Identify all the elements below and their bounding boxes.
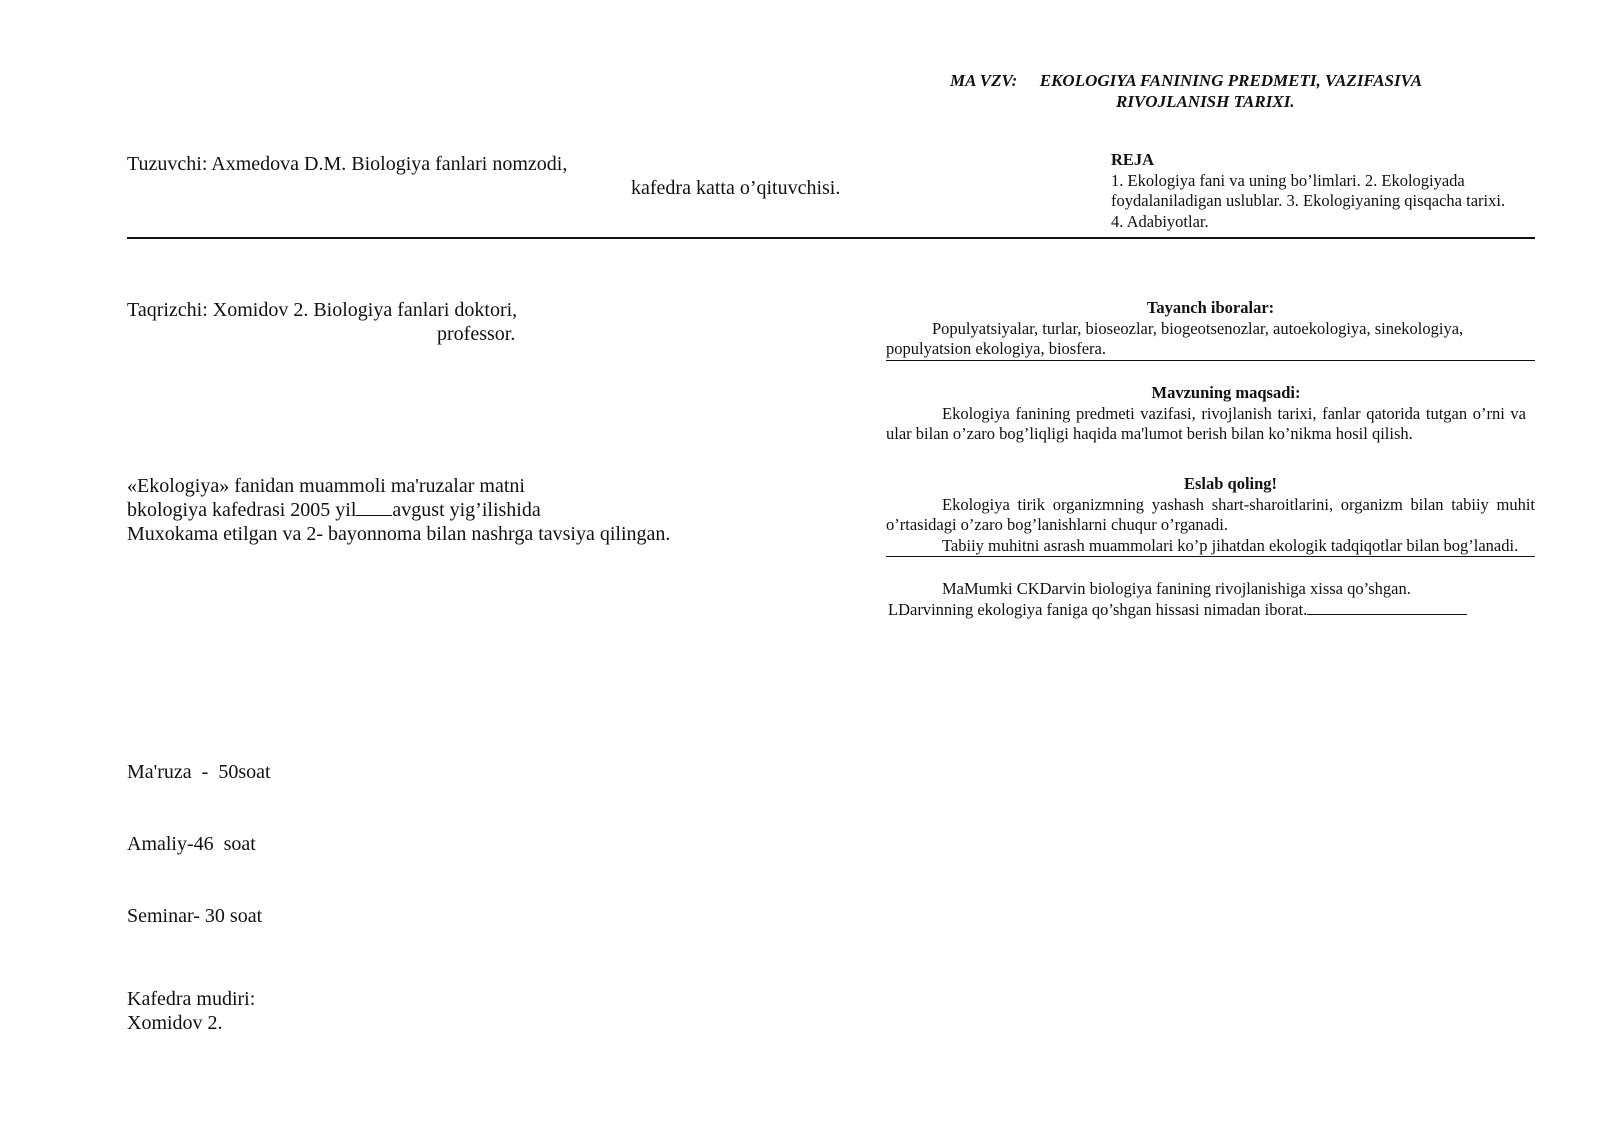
remember-heading: Eslab qoling! xyxy=(1183,474,1278,493)
hours-block xyxy=(127,712,427,952)
approval-line3: Muxokama etilgan va 2- bayonnoma bilan nashrga tavsiya qilingan. xyxy=(127,523,671,545)
keywords-line2: populyatsion ekologiya, biosfera. xyxy=(886,339,1535,361)
head-line1: Kafedra mudiri: xyxy=(127,988,256,1010)
remember-para4: LDarvinning ekologiya faniga qo’shgan hissasi nimadan iborat. xyxy=(888,599,1308,619)
keywords-block xyxy=(886,298,1535,361)
remember-para4-line xyxy=(886,600,1535,621)
goal-text: Ekologiya fanining predmeti vazifasi, rivojlanish tarixi, fanlar qatorida tutgan o’rni va ular bilan o’zaro bog’liqligi haqida ma'lumot berish bilan ko’nikma hosil qilish. xyxy=(886,403,1526,443)
approval-line2 xyxy=(127,498,847,522)
topic-title xyxy=(950,70,1490,112)
compiler-line1: Tuzuvchi: Axmedova D.M. Biologiya fanlari nomzodi, xyxy=(127,153,568,175)
goal-heading: Mavzuning maqsadi: xyxy=(1151,383,1301,402)
plan-text: 1. Ekologiya fani va uning bo’limlari. 2. Ekologiyada foydalaniladigan uslublar. 3. Ekologiyaning qisqacha tarixi. 4. Adabiyotlar. xyxy=(1111,170,1506,231)
department-head-block xyxy=(127,987,427,1035)
answer-blank[interactable] xyxy=(1307,613,1467,615)
header-divider xyxy=(127,237,1535,239)
keywords-heading: Tayanch iboralar: xyxy=(1146,298,1275,317)
remember-block xyxy=(886,474,1535,620)
reviewer-line2: professor. xyxy=(437,323,516,345)
topic-title-line1: EKOLOGIYA FANINING PREDMETI, VAZIFASIVA xyxy=(1039,71,1423,90)
approval-block xyxy=(127,474,847,546)
reviewer-line1: Taqrizchi: Xomidov 2. Biologiya fanlari doktori, xyxy=(127,299,518,321)
plan-block xyxy=(1111,150,1519,232)
approval-line1: «Ekologiya» fanidan muammoli ma'ruzalar matni xyxy=(127,475,525,497)
compiler-block xyxy=(127,152,927,200)
goal-block xyxy=(886,383,1526,445)
head-line2: Xomidov 2. xyxy=(127,1012,223,1034)
topic-title-line2: RIVOJLANISH TARIXI. xyxy=(1116,92,1295,111)
topic-line-1 xyxy=(950,70,1490,91)
approval-line2-a: bkologiya kafedrasi 2005 yil xyxy=(127,499,357,521)
remember-para3: MaMumki CKDarvin biologiya fanining rivojlanishiga xissa qo’shgan. xyxy=(942,579,1411,598)
topic-label: MA VZV: xyxy=(950,71,1018,90)
date-blank[interactable] xyxy=(356,514,392,516)
compiler-line2: kafedra katta o’qituvchisi. xyxy=(631,177,841,199)
plan-heading: REJA xyxy=(1111,150,1155,169)
hours-lecture: Ma'ruza - 50soat xyxy=(127,761,271,783)
approval-line2-b: avgust yig’ilishida xyxy=(392,499,541,521)
keywords-line1: Populyatsiyalar, turlar, bioseozlar, biogeotsenozlar, autoekologiya, sinekologiya, xyxy=(932,318,1464,338)
reviewer-block xyxy=(127,298,827,346)
hours-seminar: Seminar- 30 soat xyxy=(127,905,263,927)
remember-para2: Tabiiy muhitni asrash muammolari ko’p jihatdan ekologik tadqiqotlar bilan bog’lanadi. xyxy=(886,536,1535,558)
hours-practical: Amaliy-46 soat xyxy=(127,833,256,855)
remember-para1: Ekologiya tirik organizmning yashash shart-sharoitlarini, organizm bilan tabiiy muhit o’rtasidagi o’zaro bog’lanishlarni chuqur o’rganadi. xyxy=(886,494,1535,534)
